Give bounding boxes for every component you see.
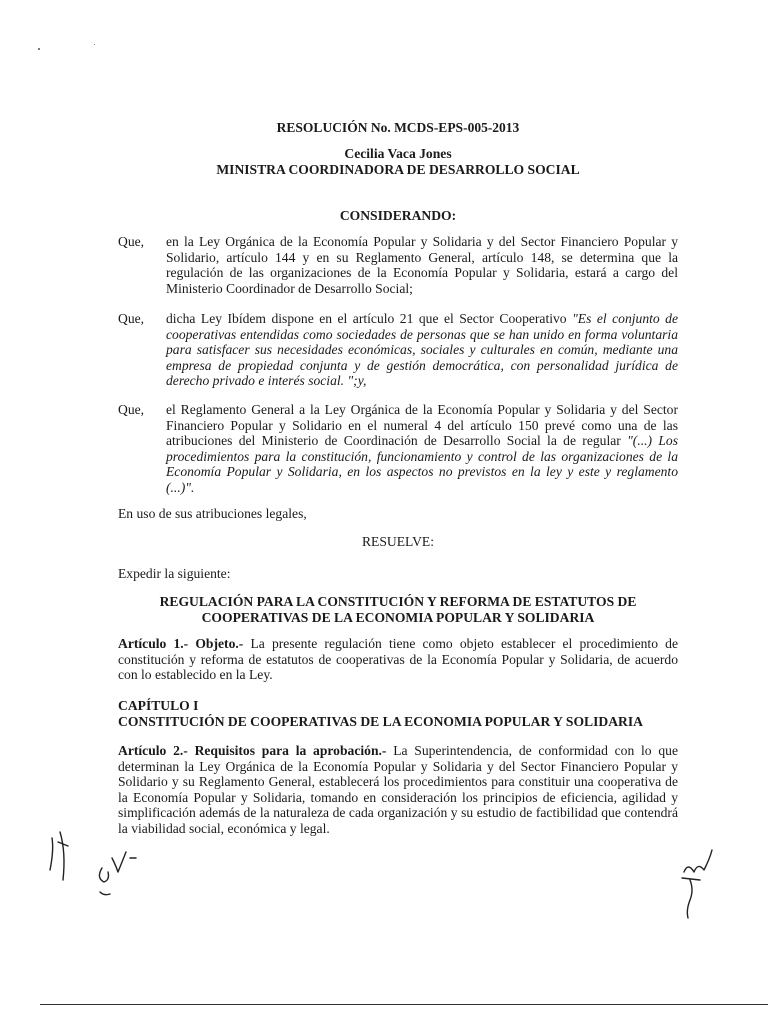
que-label: Que, — [118, 234, 145, 249]
considerando-heading: CONSIDERANDO: — [339, 208, 457, 223]
resolution-title: RESOLUCIÓN No. MCDS-EPS-005-2013 — [276, 120, 520, 135]
chapter-label: CAPÍTULO I — [118, 698, 199, 713]
quoted-text: "Es el conjunto de cooperativas entendidas como sociedades de personas que se han unido en forma voluntaria para satisfacer sus necesidades económicas, sociales y culturales en común, mediante una empresa de propiedad conjunta y de gestión democrática, con personalidad jurídica de derecho privado e interés social. ";y, — [166, 311, 678, 389]
handwritten-initials-left — [50, 832, 68, 880]
considerando-paragraph-1: en la Ley Orgánica de la Economía Popular y Solidaria y del Sector Financiero Popular y Solidario, artículo 144 y en su Reglamento General, artículo 148, se determina que la regulación de las organizaciones de la Economía Popular y Solidaria, estará a cargo del Ministerio Coordinador de Desarrollo Social; — [166, 234, 678, 296]
expedir-line: Expedir la siguiente: — [118, 566, 231, 581]
article-2-heading: Artículo 2.- Requisitos para la aprobación.- — [118, 743, 387, 758]
paragraph-text: dicha Ley Ibídem dispone en el artículo 21 que el Sector Cooperativo — [166, 311, 573, 326]
regulation-title: REGULACIÓN PARA LA CONSTITUCIÓN Y REFORMA DE ESTATUTOS DE COOPERATIVAS DE LA ECONOMIA POPULAR Y SOLIDARIA — [159, 594, 637, 625]
minister-role: MINISTRA COORDINADORA DE DESARROLLO SOCIAL — [216, 162, 580, 177]
minister-name: Cecilia Vaca Jones — [344, 146, 452, 161]
paragraph-text: el Reglamento General a la Ley Orgánica de la Economía Popular y Solidaria y del Sector Financiero Popular y Solidario en el numeral 4 del artículo 150 prevé como una de las atribuciones del Ministerio de Coordinación de Desarrollo Social la de regular — [166, 402, 678, 449]
handwritten-initials-middle — [99, 852, 136, 895]
que-label: Que, — [118, 402, 145, 417]
que-label: Que, — [118, 311, 145, 326]
page-bottom-rule — [40, 1004, 768, 1005]
uso-atribuciones: En uso de sus atribuciones legales, — [118, 506, 307, 521]
quoted-text: "(...) Los procedimientos para la constitución, funcionamiento y control de las organizaciones de la Economía Popular y Solidaria, en los aspectos no previstos en la ley y este y reglamento (...)". — [166, 433, 678, 495]
article-2-text: La Superintendencia, de conformidad con lo que determinan la Ley Orgánica de la Economía Popular y Solidaria y del Sector Financiero Popular y Solidario y su Reglamento General, establecerá los procedimientos para constituir una cooperativa de la Economía Popular y Solidaria, tomando en consideración los principios de eficiencia, agilidad y simplificación además de la naturaleza de cada organización y su estudio de factibilidad que contendrá la viabilidad social, económica y legal. — [118, 743, 678, 836]
chapter-title: CONSTITUCIÓN DE COOPERATIVAS DE LA ECONOMIA POPULAR Y SOLIDARIA — [118, 713, 643, 729]
handwritten-signature-right — [682, 850, 712, 918]
article-1-text: La presente regulación tiene como objeto establecer el procedimiento de constitución y reforma de estatutos de cooperativas de la Economía Popular y Solidaria, de acuerdo con lo establecido en la Ley. — [118, 636, 678, 683]
resuelve-heading: RESUELVE: — [361, 534, 434, 549]
article-1-heading: Artículo 1.- Objeto.- — [118, 636, 244, 651]
